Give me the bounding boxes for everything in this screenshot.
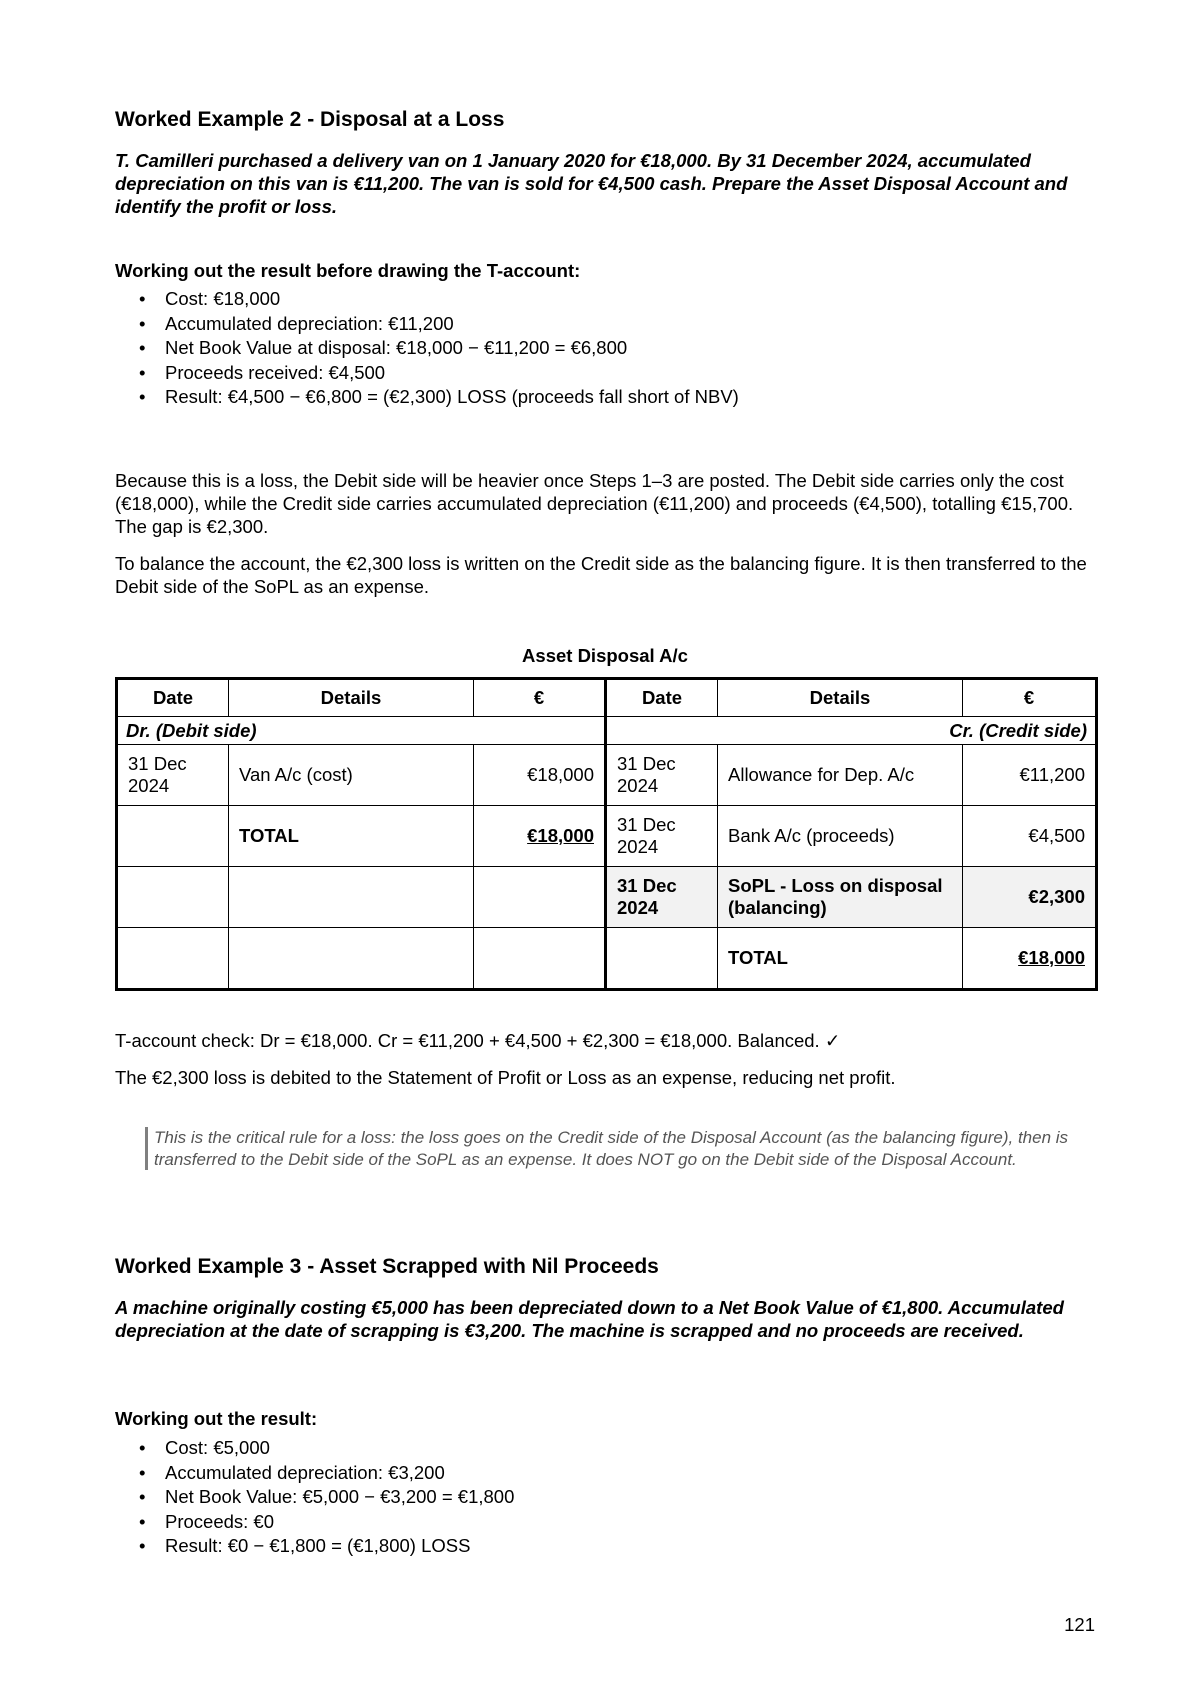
list-item: • Cost: €18,000 bbox=[115, 287, 739, 312]
table-caption: Asset Disposal A/c bbox=[522, 645, 688, 666]
example-3-working-list bbox=[115, 1436, 514, 1559]
list-item: • Result: €0 − €1,800 = (€1,800) LOSS bbox=[115, 1534, 514, 1559]
key-rule-callout: This is the critical rule for a loss: the loss goes on the Credit side of the Disposal Account (as the balancing figure), then is transferred to the Debit side of the SoPL as an expense. It does NOT go on the Debit side of the Disposal Account. bbox=[145, 1127, 1084, 1170]
cr-amount: €4,500 bbox=[963, 806, 1097, 867]
cr-date: 31 Dec 2024 bbox=[606, 806, 718, 867]
page-number: 121 bbox=[1064, 1614, 1095, 1635]
dr-details: Van A/c (cost) bbox=[229, 745, 474, 806]
table-row bbox=[117, 867, 1097, 928]
cr-total-amount: €18,000 bbox=[963, 928, 1097, 990]
header-date-cr: Date bbox=[606, 679, 718, 717]
example-2-working-heading: Working out the result before drawing the T-account: bbox=[115, 260, 581, 281]
dr-date: 31 Dec 2024 bbox=[117, 745, 229, 806]
cr-total-label: TOTAL bbox=[718, 928, 963, 990]
asset-disposal-t-account bbox=[115, 677, 1098, 991]
cr-date: 31 Dec 2024 bbox=[606, 867, 718, 928]
example-3-heading: Worked Example 3 - Asset Scrapped with Nil Proceeds bbox=[115, 1255, 659, 1278]
header-amount-cr: € bbox=[963, 679, 1097, 717]
table-row bbox=[117, 928, 1097, 990]
dr-amount bbox=[474, 928, 606, 990]
list-item: • Cost: €5,000 bbox=[115, 1436, 514, 1461]
dr-date bbox=[117, 867, 229, 928]
example-2-paragraph-1: Because this is a loss, the Debit side will be heavier once Steps 1–3 are posted. The Debit side carries only the cost (€18,000), while the Credit side carries accumulated depreciation (€11,200) and proceeds (€4,500), totalling €15,700. The gap is €2,300. bbox=[115, 470, 1074, 537]
table-row bbox=[117, 806, 1097, 867]
credit-side-label: Cr. (Credit side) bbox=[606, 717, 1097, 745]
cr-amount-balancing: €2,300 bbox=[963, 867, 1097, 928]
dr-details bbox=[229, 928, 474, 990]
dr-total-amount: €18,000 bbox=[474, 806, 606, 867]
example-3-working-heading: Working out the result: bbox=[115, 1408, 318, 1429]
dr-details bbox=[229, 867, 474, 928]
list-item: • Accumulated depreciation: €11,200 bbox=[115, 312, 739, 337]
list-item: • Result: €4,500 − €6,800 = (€2,300) LOSS (proceeds fall short of NBV) bbox=[115, 385, 739, 410]
example-2-heading: Worked Example 2 - Disposal at a Loss bbox=[115, 108, 505, 131]
dr-date bbox=[117, 806, 229, 867]
cr-details: Allowance for Dep. A/c bbox=[718, 745, 963, 806]
example-2-prompt: T. Camilleri purchased a delivery van on 1 January 2020 for €18,000. By 31 December 2024, accumulated depreciation on this van is €11,200. The van is sold for €4,500 cash. Prepare the Asset Disposal Account and identify the profit or loss. bbox=[115, 150, 1068, 217]
example-2-working-list bbox=[115, 287, 739, 410]
dr-date bbox=[117, 928, 229, 990]
t-account-check: T-account check: Dr = €18,000. Cr = €11,200 + €4,500 + €2,300 = €18,000. Balanced. ✓ bbox=[115, 1030, 841, 1051]
cr-details: Bank A/c (proceeds) bbox=[718, 806, 963, 867]
list-item: • Proceeds: €0 bbox=[115, 1510, 514, 1535]
dr-total-label: TOTAL bbox=[229, 806, 474, 867]
table-row bbox=[117, 745, 1097, 806]
list-item: • Accumulated depreciation: €3,200 bbox=[115, 1461, 514, 1486]
debit-side-label: Dr. (Debit side) bbox=[117, 717, 606, 745]
list-item: • Proceeds received: €4,500 bbox=[115, 361, 739, 386]
cr-details-balancing: SoPL - Loss on disposal (balancing) bbox=[718, 867, 963, 928]
example-2-conclusion: The €2,300 loss is debited to the Statement of Profit or Loss as an expense, reducing net profit. bbox=[115, 1067, 896, 1088]
example-3-prompt: A machine originally costing €5,000 has been depreciated down to a Net Book Value of €1,800. Accumulated depreciation at the date of scrapping is €3,200. The machine is scrapped and no proceeds are received. bbox=[115, 1297, 1064, 1341]
list-item: • Net Book Value at disposal: €18,000 − €11,200 = €6,800 bbox=[115, 336, 739, 361]
dr-amount: €18,000 bbox=[474, 745, 606, 806]
cr-date: 31 Dec 2024 bbox=[606, 745, 718, 806]
header-amount-dr: € bbox=[474, 679, 606, 717]
header-details-dr: Details bbox=[229, 679, 474, 717]
example-2-paragraph-2: To balance the account, the €2,300 loss is written on the Credit side as the balancing figure. It is then transferred to the Debit side of the SoPL as an expense. bbox=[115, 553, 1087, 597]
dr-amount bbox=[474, 867, 606, 928]
header-date-dr: Date bbox=[117, 679, 229, 717]
header-details-cr: Details bbox=[718, 679, 963, 717]
list-item: • Net Book Value: €5,000 − €3,200 = €1,800 bbox=[115, 1485, 514, 1510]
cr-amount: €11,200 bbox=[963, 745, 1097, 806]
cr-date bbox=[606, 928, 718, 990]
